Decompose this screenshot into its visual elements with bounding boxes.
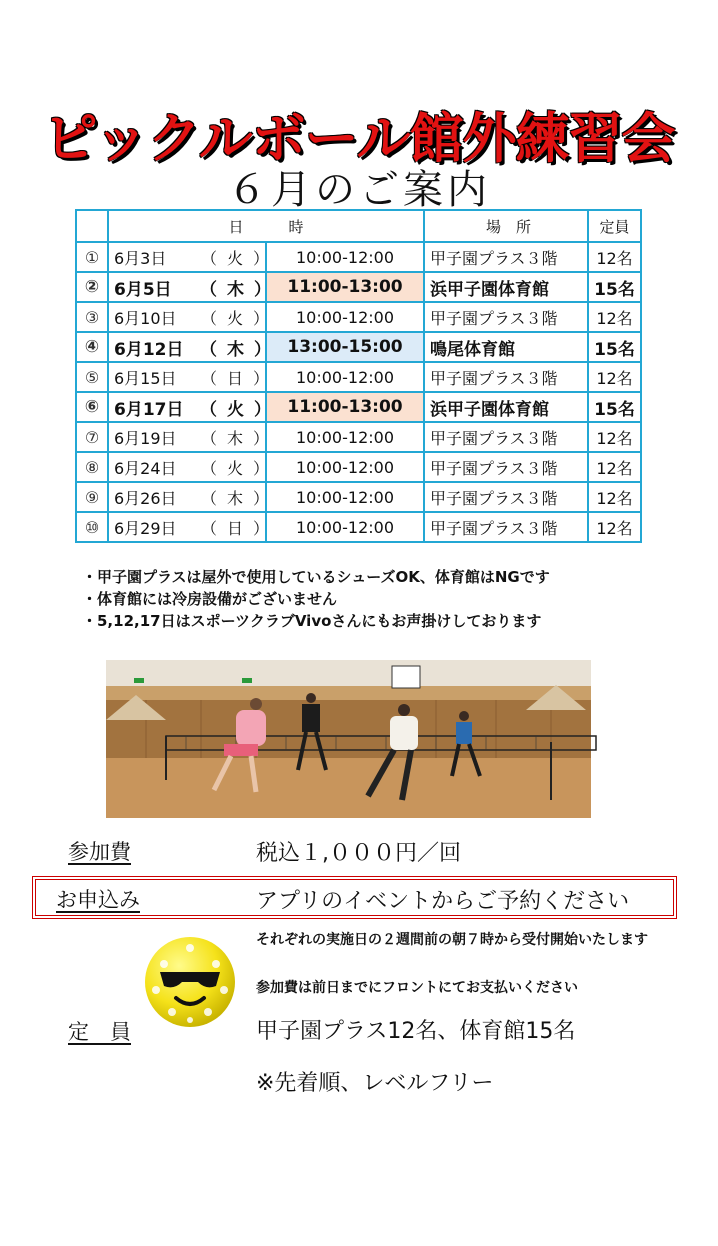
row-date-cell	[108, 272, 281, 302]
row-place: 鳴尾体育館	[424, 332, 588, 362]
row-capacity: 12名	[588, 482, 641, 512]
row-date-cell	[108, 332, 281, 362]
table-row	[76, 512, 641, 542]
row-weekday: （日）	[200, 368, 279, 388]
row-date-cell	[108, 302, 279, 332]
row-time: 10:00-12:00	[266, 362, 424, 392]
row-date-cell	[108, 242, 279, 272]
row-date: 6月15日	[114, 368, 177, 388]
row-date: 6月17日	[114, 399, 184, 420]
header-capacity: 定員	[588, 210, 641, 242]
row-place: 甲子園プラス３階	[424, 452, 588, 482]
capacity-value: 甲子園プラス12名、体育館15名	[256, 1019, 576, 1044]
table-row	[76, 302, 641, 332]
row-place: 甲子園プラス３階	[424, 422, 588, 452]
row-time: 10:00-12:00	[266, 482, 424, 512]
row-capacity: 12名	[588, 512, 641, 542]
apply-value: アプリのイベントからご予約ください	[256, 889, 630, 914]
row-place: 甲子園プラス３階	[424, 512, 588, 542]
row-date: 6月19日	[114, 428, 177, 448]
row-capacity: 12名	[588, 362, 641, 392]
row-capacity: 12名	[588, 302, 641, 332]
note-item: ・甲子園プラスは屋外で使用しているシューズOK、体育館はNGです	[82, 568, 550, 586]
table-row	[76, 362, 641, 392]
row-date-cell	[108, 482, 279, 512]
row-date: 6月24日	[114, 458, 177, 478]
row-date: 6月12日	[114, 339, 184, 360]
row-weekday: （火）	[200, 308, 279, 328]
row-place: 浜甲子園体育館	[424, 392, 588, 422]
row-date-cell	[108, 452, 279, 482]
schedule-table	[75, 209, 642, 543]
row-date: 6月26日	[114, 488, 177, 508]
row-num: ⑤	[76, 362, 108, 392]
header-date-time: 日 時	[108, 210, 424, 242]
row-weekday: （木）	[200, 428, 279, 448]
row-num: ⑩	[76, 512, 108, 542]
table-row	[76, 242, 641, 272]
row-date-cell	[108, 362, 279, 392]
row-place: 甲子園プラス３階	[424, 302, 588, 332]
row-weekday: （日）	[200, 518, 279, 538]
row-num: ①	[76, 242, 108, 272]
row-capacity: 15名	[588, 392, 641, 422]
row-weekday: （木）	[200, 488, 279, 508]
notes-list	[82, 566, 550, 632]
table-row	[76, 392, 641, 422]
row-num: ③	[76, 302, 108, 332]
capacity-label: 定 員	[68, 1020, 131, 1044]
row-time: 10:00-12:00	[266, 422, 424, 452]
row-capacity: 12名	[588, 422, 641, 452]
fee-label: 参加費	[68, 840, 131, 864]
row-date: 6月5日	[114, 279, 172, 300]
row-place: 甲子園プラス３階	[424, 482, 588, 512]
row-weekday: （火）	[200, 399, 281, 420]
row-weekday: （火）	[200, 458, 279, 478]
row-weekday: （木）	[200, 279, 281, 300]
apply-label: お申込み	[56, 888, 140, 912]
row-capacity: 15名	[588, 332, 641, 362]
row-time: 10:00-12:00	[266, 302, 424, 332]
row-place: 浜甲子園体育館	[424, 272, 588, 302]
row-date-cell	[108, 512, 279, 542]
row-num: ⑦	[76, 422, 108, 452]
fee-value: 税込１,０００円／回	[256, 841, 461, 866]
header-num	[76, 210, 108, 242]
row-date: 6月29日	[114, 518, 177, 538]
page-subtitle: ６月のご案内	[227, 167, 491, 213]
row-capacity: 15名	[588, 272, 641, 302]
table-row	[76, 482, 641, 512]
row-time: 13:00-15:00	[266, 332, 424, 362]
row-time: 11:00-13:00	[266, 272, 424, 302]
row-weekday: （火）	[200, 248, 279, 268]
row-num: ②	[76, 272, 108, 302]
table-row	[76, 422, 641, 452]
gym-photo	[106, 660, 591, 818]
row-place: 甲子園プラス３階	[424, 362, 588, 392]
page-title: ピックルボール館外練習会	[43, 107, 675, 170]
row-num: ⑧	[76, 452, 108, 482]
table-header-row	[76, 210, 641, 242]
row-date-cell	[108, 392, 281, 422]
row-num: ⑥	[76, 392, 108, 422]
row-place: 甲子園プラス３階	[424, 242, 588, 272]
row-date-cell	[108, 422, 279, 452]
apply-note-2: 参加費は前日までにフロントにてお支払いください	[256, 980, 578, 996]
row-capacity: 12名	[588, 242, 641, 272]
row-time: 10:00-12:00	[266, 452, 424, 482]
row-num: ⑨	[76, 482, 108, 512]
row-num: ④	[76, 332, 108, 362]
capacity-note: ※先着順、レベルフリー	[256, 1071, 494, 1096]
row-weekday: （木）	[200, 339, 281, 360]
row-capacity: 12名	[588, 452, 641, 482]
row-date: 6月3日	[114, 248, 167, 268]
row-time: 10:00-12:00	[266, 512, 424, 542]
table-row	[76, 272, 641, 302]
row-date: 6月10日	[114, 308, 177, 328]
table-row	[76, 452, 641, 482]
pickleball-sunglasses-icon	[142, 934, 238, 1030]
note-item: ・体育館には冷房設備がございません	[82, 590, 338, 608]
table-row	[76, 332, 641, 362]
row-time: 11:00-13:00	[266, 392, 424, 422]
header-place: 場 所	[424, 210, 588, 242]
apply-note-1: それぞれの実施日の２週間前の朝７時から受付開始いたします	[256, 932, 648, 948]
note-item: ・5,12,17日はスポーツクラブVivoさんにもお声掛けしております	[82, 612, 542, 630]
row-time: 10:00-12:00	[266, 242, 424, 272]
